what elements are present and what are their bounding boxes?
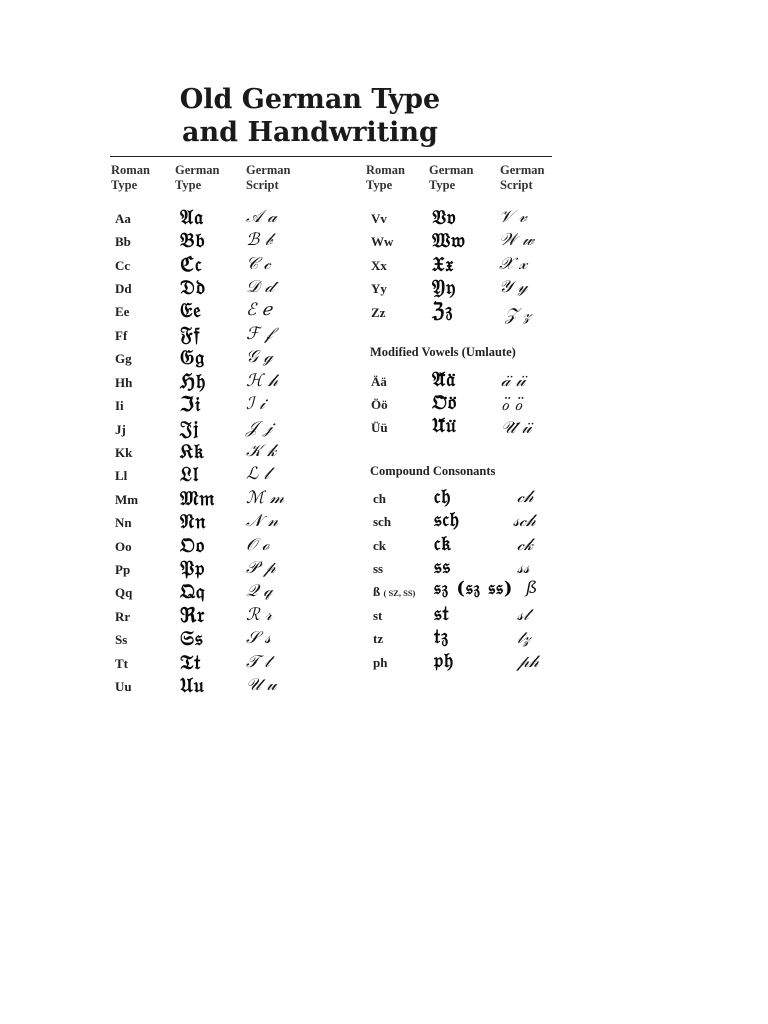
german-type-glyph: ℑ𝔦	[180, 392, 202, 416]
german-type-glyph: ℜ𝔯	[180, 603, 206, 627]
german-script-glyph: 𝓈𝓉	[517, 605, 530, 625]
roman-letter: ck	[373, 538, 386, 553]
roman-letter: Qq	[115, 585, 133, 600]
roman-letter: Ll	[115, 468, 128, 483]
german-script-glyph: 𝒬 𝓆	[246, 581, 273, 601]
german-script-glyph: 𝒴 𝓎	[499, 277, 528, 297]
german-script-glyph: ℐ 𝒾	[246, 394, 265, 414]
roman-letter: sch	[373, 514, 392, 529]
german-type-glyph: 𝔍𝔧	[180, 416, 200, 440]
roman-letter: Rr	[115, 609, 131, 624]
german-type-glyph: 𝔠𝔨	[434, 531, 452, 555]
roman-letter: Ff	[115, 328, 128, 343]
german-type-glyph: 𝔰𝔰	[434, 554, 451, 578]
german-script-glyph: 𝒢 ℊ	[246, 347, 273, 367]
page-title-line-1: Old German Type	[179, 84, 441, 115]
german-script-glyph: ℬ 𝒷	[246, 230, 273, 250]
header-roman-type-left: Roman Type	[111, 163, 150, 192]
roman-letter: Xx	[371, 258, 387, 273]
german-script-glyph: ℛ 𝓇	[246, 605, 273, 625]
roman-letter: Ii	[115, 398, 124, 413]
roman-letter: Uu	[115, 679, 132, 694]
roman-letter	[373, 584, 415, 600]
roman-letter: Yy	[371, 281, 387, 296]
german-script-glyph: ℒ 𝓁	[246, 464, 270, 484]
roman-letter: tz	[373, 631, 384, 646]
roman-letter: Zz	[371, 305, 386, 320]
german-script-glyph: 𝒶̈ 𝓊̈	[501, 371, 526, 391]
german-type-glyph: 𝔏𝔩	[180, 462, 199, 486]
german-script-glyph: 𝒞 𝒸	[246, 254, 271, 274]
german-type-glyph: 𝔒𝔬	[180, 533, 206, 557]
roman-letter: Oo	[115, 539, 132, 554]
german-script-glyph: 𝓈𝓈	[517, 558, 530, 578]
page-title-line-2: and Handwriting	[182, 117, 438, 148]
german-type-glyph: ℭ𝔠	[180, 252, 203, 276]
german-type-glyph: 𝔓𝔭	[180, 556, 206, 580]
german-type-glyph: 𝔑𝔫	[180, 509, 207, 533]
roman-letter: Ää	[371, 374, 387, 389]
german-type-glyph: 𝔊𝔤	[180, 345, 206, 369]
roman-letter: Kk	[115, 445, 133, 460]
german-type-glyph: 𝔔𝔮	[180, 579, 206, 603]
german-script-glyph: 𝒜 𝒶	[246, 207, 277, 227]
roman-letter: ss	[373, 561, 384, 576]
german-type-glyph: 𝔘𝔲	[180, 673, 205, 697]
german-type-glyph: 𝔰𝔱	[434, 601, 450, 625]
roman-letter: ph	[373, 655, 388, 670]
german-script-glyph: ℰ ℯ	[246, 300, 272, 320]
german-script-glyph: 𝒸𝒽	[517, 487, 534, 507]
german-script-glyph: 𝒫 𝓅	[246, 558, 276, 578]
german-type-glyph: 𝔱𝔷	[434, 624, 450, 648]
german-script-glyph: 𝒲 𝓌	[499, 230, 535, 250]
roman-letter: Üü	[371, 420, 388, 435]
roman-letter: Ss	[115, 632, 128, 647]
header-roman-type-right: Roman Type	[366, 163, 405, 192]
roman-letter: st	[373, 608, 383, 623]
roman-letter: Öö	[371, 397, 388, 412]
german-type-glyph: 𝔰𝔷 (𝔰𝔷 𝔰𝔰)	[434, 578, 514, 599]
german-type-glyph: 𝔛𝔵	[432, 252, 455, 276]
german-type-glyph: 𝔜𝔶	[432, 275, 457, 299]
german-script-glyph: 𝓉𝓏	[517, 628, 531, 648]
german-script-glyph: ℋ 𝒽	[246, 371, 278, 391]
roman-letter: Hh	[115, 375, 133, 390]
roman-letter: Gg	[115, 351, 132, 366]
roman-letter: Mm	[115, 492, 139, 507]
german-script-glyph: 𝒪 ℴ	[246, 535, 270, 555]
roman-letter: Cc	[115, 258, 131, 273]
german-type-glyph: 𝔉𝔣	[180, 322, 201, 346]
german-script-glyph: ℳ 𝓂	[246, 488, 285, 508]
german-script-glyph: 𝒮 𝓈	[246, 628, 271, 648]
german-type-glyph: 𝔗𝔱	[180, 650, 202, 674]
roman-letter: Dd	[115, 281, 132, 296]
german-type-glyph: 𝔖𝔰	[180, 626, 204, 650]
roman-letter: Aa	[115, 211, 131, 226]
german-type-glyph: ℨ𝔷	[432, 298, 454, 322]
roman-letter: Jj	[115, 422, 126, 437]
roman-letter: Nn	[115, 515, 132, 530]
header-rule	[110, 156, 552, 157]
roman-letter: Tt	[115, 656, 128, 671]
german-type-glyph: 𝔰𝔠𝔥	[434, 507, 460, 531]
section-title-umlaute: Modified Vowels (Umlaute)	[370, 345, 516, 359]
german-type-glyph: 𝔘̈𝔲̈	[432, 413, 457, 437]
german-type-glyph: 𝔭𝔥	[434, 648, 455, 672]
header-german-script-right: German Script	[500, 163, 545, 192]
roman-letter: Vv	[371, 211, 387, 226]
header-german-type-right: German Type	[429, 163, 474, 192]
german-type-glyph: 𝔐𝔪	[180, 486, 216, 510]
roman-letter: ch	[373, 491, 386, 506]
german-type-glyph: 𝔇𝔡	[180, 275, 206, 299]
german-script-glyph: ß	[526, 578, 538, 598]
roman-letter: Ee	[115, 304, 130, 319]
german-script-glyph: 𝒰̈ 𝓊̈	[501, 418, 532, 438]
german-type-glyph: 𝔙𝔳	[432, 205, 457, 229]
german-type-glyph: 𝔠𝔥	[434, 484, 452, 508]
german-type-glyph: ℌ𝔥	[180, 369, 207, 393]
header-german-type-left: German Type	[175, 163, 220, 192]
german-script-glyph: 𝒰 𝓊	[246, 675, 277, 695]
german-script-glyph: ℱ 𝒻	[246, 324, 273, 344]
german-type-glyph: 𝔚𝔴	[432, 228, 466, 252]
german-type-glyph: 𝔄̈𝔞̈	[432, 367, 456, 391]
german-type-glyph: 𝔎𝔨	[180, 439, 205, 463]
german-type-glyph: 𝔅𝔟	[180, 228, 206, 252]
german-script-glyph: 𝒦 𝓀	[246, 441, 277, 461]
roman-letter: Ww	[371, 234, 394, 249]
german-script-glyph: 𝒳 𝓍	[499, 254, 528, 274]
roman-letter: Pp	[115, 562, 131, 577]
german-script-glyph: 𝓈𝒸𝒽	[513, 511, 536, 531]
german-type-glyph: 𝔄𝔞	[180, 205, 204, 229]
roman-letter: Bb	[115, 234, 131, 249]
german-script-glyph: 𝒩 𝓃	[246, 511, 279, 531]
header-german-script-left: German Script	[246, 163, 291, 192]
section-title-compound-consonants: Compound Consonants	[370, 464, 496, 478]
german-script-glyph: 𝓅𝒽	[517, 652, 539, 672]
german-script-glyph: 𝒸𝓀	[517, 535, 533, 555]
german-type-glyph: 𝔒̈𝔬̈	[432, 390, 458, 414]
german-script-glyph: 𝒯 𝓉	[246, 652, 271, 672]
eszett-letter: ß	[373, 584, 381, 599]
german-script-glyph: ℴ̈ ℴ̈	[501, 395, 523, 415]
german-script-glyph: 𝒥 𝒿	[246, 418, 273, 438]
german-script-glyph: 𝒟 𝒹	[246, 277, 274, 297]
german-script-glyph: 𝒵 𝓏	[505, 305, 532, 325]
german-script-glyph: 𝒱 𝓋	[499, 207, 527, 227]
eszett-note: ( SZ, SS)	[383, 588, 416, 598]
german-type-glyph: 𝔈𝔢	[180, 298, 202, 322]
